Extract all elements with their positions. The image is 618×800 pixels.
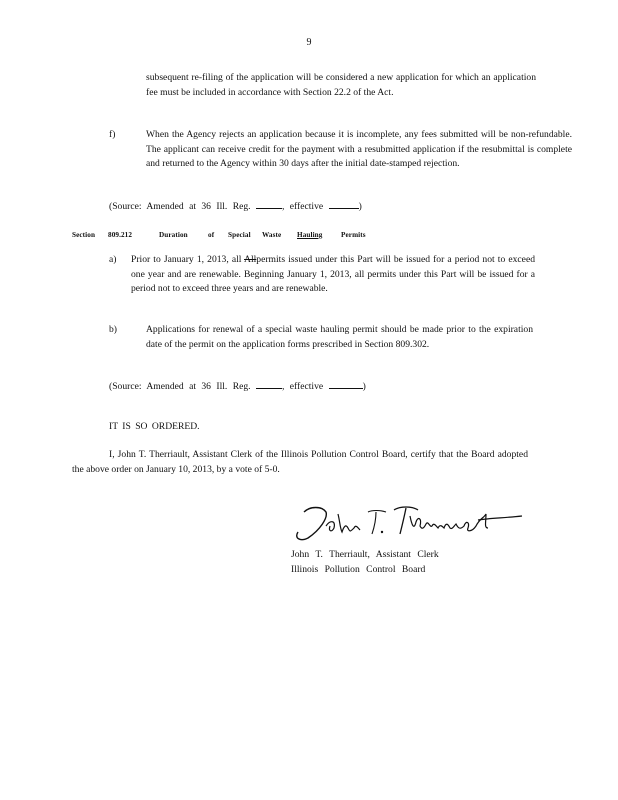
source-note-1-effective: , effective xyxy=(281,201,324,212)
effective-blank-1 xyxy=(329,199,359,209)
section-title-word: Duration xyxy=(159,231,188,239)
section-title-word: Hauling xyxy=(297,231,323,239)
paragraph-a-text-before: Prior to January 1, 2013, all xyxy=(131,254,245,265)
handwritten-signature xyxy=(290,498,530,546)
section-number: 809.212 xyxy=(108,231,133,239)
certification-paragraph: I, John T. Therriault, Assistant Clerk of the Illinois Pollution Control Board, certify that the Board adopted the above order on January 10, 2013, by a vote of 5-0. xyxy=(72,449,528,475)
source-note-2-suffix: ) xyxy=(362,381,366,392)
paragraph-b-label: b) xyxy=(109,324,117,335)
paragraph-f-label: f) xyxy=(109,129,116,140)
page-number: 9 xyxy=(306,37,312,48)
reg-blank-1 xyxy=(256,199,282,209)
paragraph-a-text xyxy=(131,253,535,297)
paragraph-a-text-after: permits issued under this Part will be issued for a period not to exceed one year and are renewable. Beginning January 1, 2013, all permits under this Part will be issued for a period not to exceed three years and are renewable. xyxy=(131,254,535,294)
source-note-1 xyxy=(109,199,362,215)
struck-text: All xyxy=(244,254,257,265)
ordered-statement: IT IS SO ORDERED. xyxy=(109,421,200,432)
signatory-organization: Illinois Pollution Control Board xyxy=(291,564,426,575)
section-title-word: Permits xyxy=(341,231,366,239)
section-title-word: Special xyxy=(228,231,251,239)
section-title-word: Waste xyxy=(262,231,282,239)
source-note-1-prefix: (Source: Amended at 36 Ill. Reg. xyxy=(109,201,251,212)
paragraph-a-label: a) xyxy=(109,254,117,265)
source-note-2 xyxy=(109,379,366,395)
paragraph-e-continuation: subsequent re-filing of the application will be considered a new application for which an application fee must be included in accordance with Section 22.2 of the Act. xyxy=(146,72,536,98)
paragraph-f-text: When the Agency rejects an application because it is incomplete, any fees submitted will be non-refundable. The applicant can receive credit for the payment with a resubmitted application if the resubmittal is complete and returned to the Agency within 30 days after the initial date-stamped rejection. xyxy=(146,129,572,169)
source-note-2-effective: , effective xyxy=(281,381,324,392)
source-note-1-suffix: ) xyxy=(358,201,362,212)
section-title-word: of xyxy=(208,231,215,239)
effective-blank-2 xyxy=(329,379,363,389)
signatory-name: John T. Therriault, Assistant Clerk xyxy=(291,549,439,560)
section-label: Section xyxy=(72,231,96,239)
source-note-2-prefix: (Source: Amended at 36 Ill. Reg. xyxy=(109,381,251,392)
reg-blank-2 xyxy=(256,379,282,389)
paragraph-b-text: Applications for renewal of a special waste hauling permit should be made prior to the expiration date of the permit on the application forms prescribed in Section 809.302. xyxy=(146,324,533,350)
